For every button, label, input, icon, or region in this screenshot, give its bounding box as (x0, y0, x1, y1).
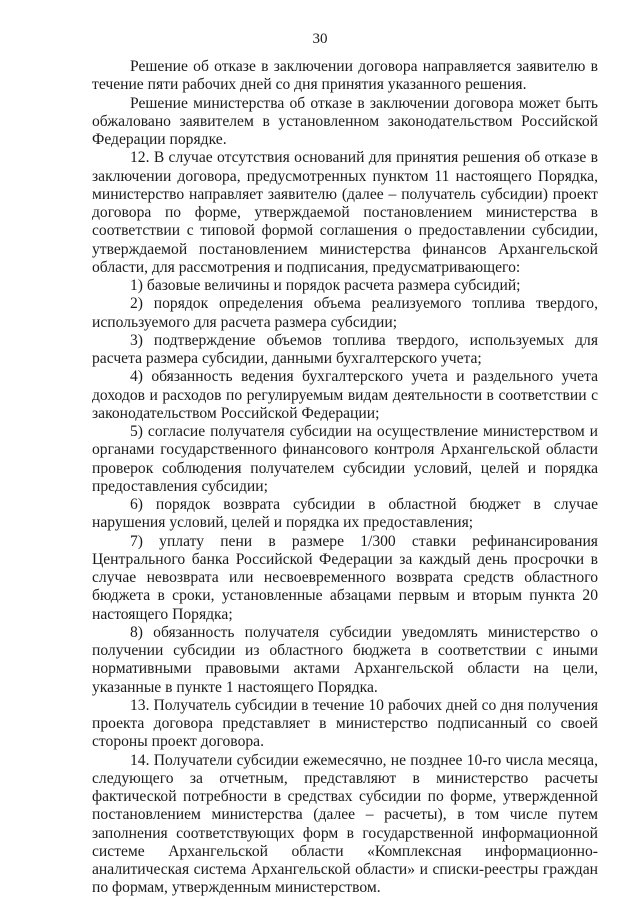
paragraph-item-12: 12. В случае отсутствия оснований для принятия решения об отказе в заключении договора, предусмотренных пунктом 11 настоящего Порядка, министерство направляет заявителю (далее – получатель субсидии) проект договора по форме, утверждаемой постановлением министерства в соответствии с типовой формой соглашения о предоставлении субсидии, утверждаемой постановлением министерства финансов Архангельской области, для рассмотрения и подписания, предусматривающего: (92, 149, 598, 276)
list-item-4: 4) обязанность ведения бухгалтерского учета и раздельного учета доходов и расходов по регулируемым видам деятельности в соответствии с законодательством Российской Федерации; (92, 368, 598, 422)
list-item-6: 6) порядок возврата субсидии в областной бюджет в случае нарушения условий, целей и порядка их предоставления; (92, 496, 598, 532)
page-number: 30 (312, 31, 328, 47)
list-item-2: 2) порядок определения объема реализуемого топлива твердого, используемого для расчета размера субсидии; (92, 295, 598, 331)
paragraph-item-14: 14. Получатели субсидии ежемесячно, не позднее 10-го числа месяца, следующего за отчетным, представляют в министерство расчеты фактической потребности в средствах субсидии по форме, утвержденной постановлением министерства (далее – расчеты), в том числе путем заполнения соответствующих форм в государственной информационной системе Архангельской области «Комплексная информационно-аналитическая система Архангельской области» и списки-реестры граждан по формам, утвержденным министерством. (92, 751, 598, 897)
paragraph-item-13: 13. Получатель субсидии в течение 10 рабочих дней со дня получения проекта договора представляет в министерство подписанный со своей стороны проект договора. (92, 696, 598, 751)
list-item-8: 8) обязанность получателя субсидии уведомлять министерство о получении субсидии из областного бюджета в соответствии с иными нормативными правовыми актами Архангельской области на цели, указанные в пункте 1 настоящего Порядка. (92, 623, 598, 696)
list-item-1: 1) базовые величины и порядок расчета размера субсидий; (130, 277, 521, 294)
list-item-7: 7) уплату пени в размере 1/300 ставки рефинансирования Центрального банка Российской Федерации за каждый день просрочки в случае невозврата или несвоевременного возврата средств областного бюджета в сроки, установленные абзацами первым и вторым пункта 20 настоящего Порядка; (92, 532, 598, 623)
paragraph-refusal-notice: Решение об отказе в заключении договора направляется заявителю в течение пяти рабочих дней со дня принятия указанного решения. (92, 58, 598, 94)
paragraph-refusal-appeal: Решение министерства об отказе в заключении договора может быть обжаловано заявителем в установленном законодательством Российской Федерации порядке. (92, 94, 598, 148)
document-body (92, 58, 598, 898)
list-item-3: 3) подтверждение объемов топлива твердого, используемых для расчета размера субсидии, данными бухгалтерского учета; (92, 331, 598, 367)
list-item-5: 5) согласие получателя субсидии на осуществление министерством и органами государственного финансового контроля Архангельской области проверок соблюдения получателем субсидии условий, целей и порядка предоставления субсидии; (92, 423, 598, 495)
